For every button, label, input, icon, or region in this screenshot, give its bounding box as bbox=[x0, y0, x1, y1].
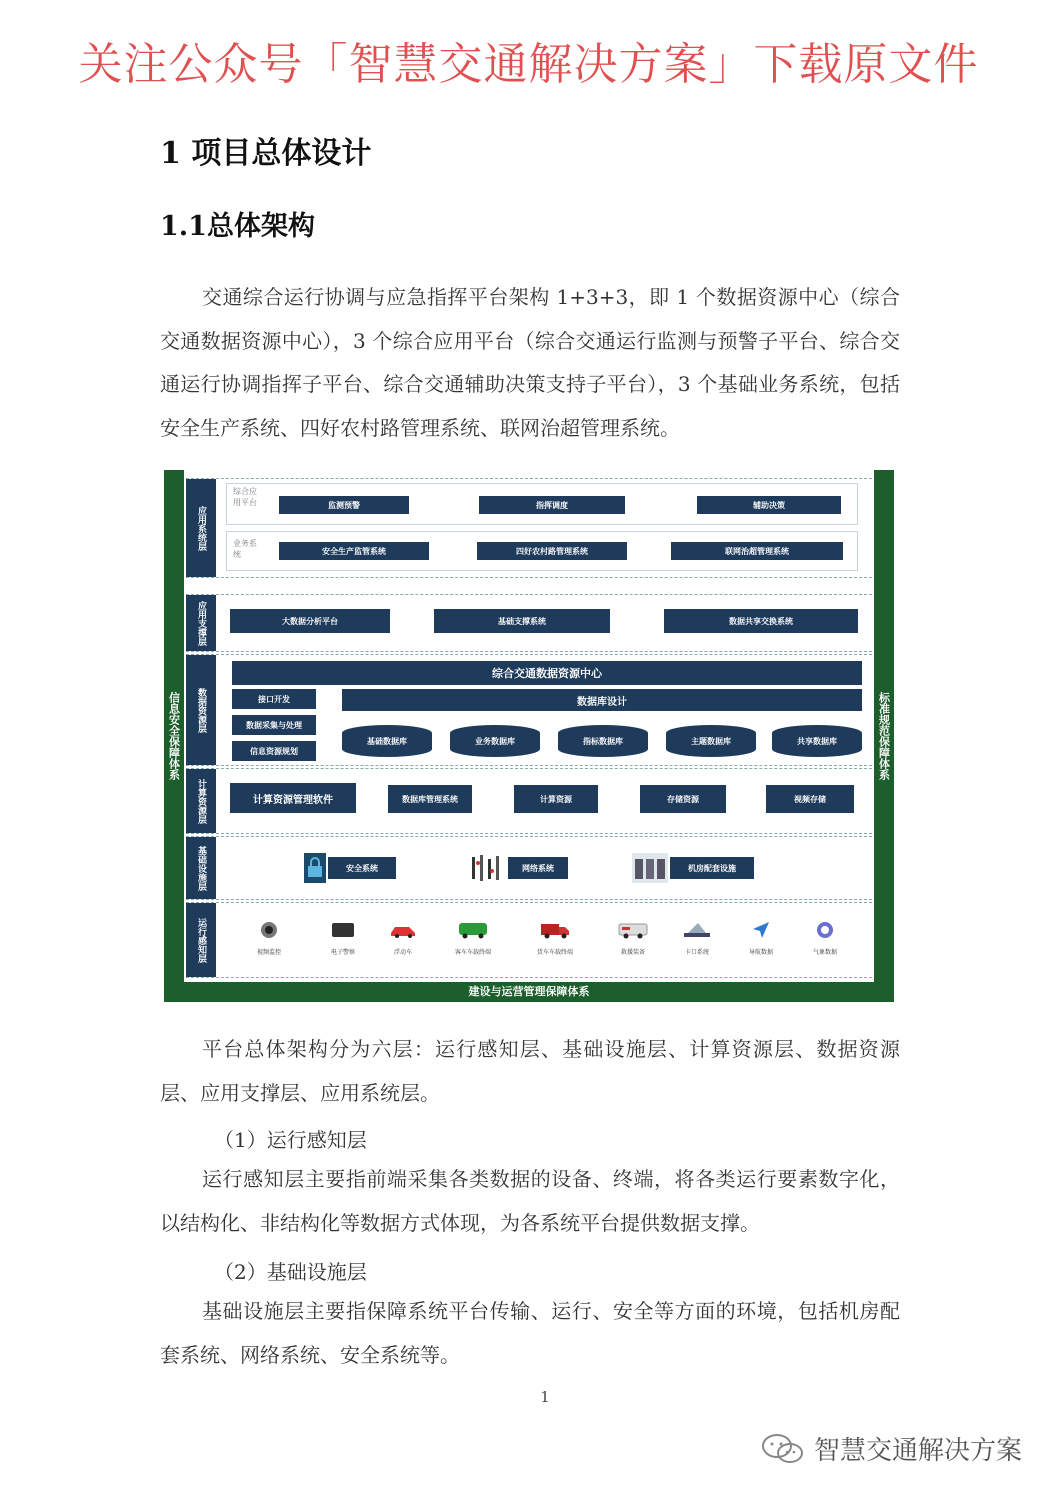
interface-dev-box: 接口开发 bbox=[232, 689, 316, 709]
row-tag: 业务系统 bbox=[233, 539, 257, 559]
watermark-text: 智慧交通解决方案 bbox=[814, 1436, 1023, 1466]
server-room-box: 机房配套设施 bbox=[670, 857, 754, 879]
topic-db-cylinder: 主题数据库 bbox=[666, 725, 756, 757]
command-dispatch-box: 指挥调度 bbox=[479, 496, 625, 514]
weather-data-item: 气象数据 bbox=[794, 919, 856, 956]
dbms-box: 数据库管理系统 bbox=[388, 785, 472, 813]
db-design-box: 数据库设计 bbox=[342, 689, 862, 711]
floating-car-item: 浮动车 bbox=[372, 919, 434, 956]
resource-planning-box: 信息资源规划 bbox=[232, 741, 316, 761]
row-tag: 综合应用平台 bbox=[233, 487, 257, 507]
subsection-1-title: （1）运行感知层 bbox=[214, 1128, 367, 1152]
enforcement-camera-icon bbox=[312, 919, 374, 941]
page-number: 1 bbox=[540, 1388, 550, 1406]
infrastructure-layer bbox=[186, 836, 872, 900]
video-storage-box: 视频存储 bbox=[766, 785, 854, 813]
subsection-2-text: 基础设施层主要指保障系统平台传输、运行、安全等方面的环境，包括机房配套系统、网络系统、安全系统等。 bbox=[160, 1299, 900, 1367]
security-lock-icon bbox=[304, 853, 326, 883]
navigation-data-item: 导航数据 bbox=[730, 919, 792, 956]
chapter-heading: 1 项目总体设计 bbox=[160, 136, 372, 171]
overload-control-box: 联网治超管理系统 bbox=[671, 542, 843, 560]
red-car-icon bbox=[372, 919, 434, 941]
network-system-box: 网络系统 bbox=[508, 857, 568, 879]
decision-support-box: 辅助决策 bbox=[697, 496, 841, 514]
truck-terminal-item: 货车车载终端 bbox=[524, 919, 586, 956]
navigation-arrow-icon bbox=[730, 919, 792, 941]
layers-paragraph: 平台总体架构分为六层：运行感知层、基础设施层、计算资源层、数据资源层、应用支撑层、应用系统层。 bbox=[160, 1037, 900, 1105]
layer-label: 应用系统层 bbox=[186, 479, 216, 577]
rural-road-box: 四好农村路管理系统 bbox=[477, 542, 627, 560]
safety-production-box: 安全生产监管系统 bbox=[279, 542, 429, 560]
security-system-box: 安全系统 bbox=[328, 857, 396, 879]
video-camera-item: 视频监控 bbox=[238, 919, 300, 956]
weather-icon bbox=[794, 919, 856, 941]
compute-mgmt-box: 计算资源管理软件 bbox=[230, 783, 356, 813]
business-db-cylinder: 业务数据库 bbox=[450, 725, 540, 757]
indicator-db-cylinder: 指标数据库 bbox=[558, 725, 648, 757]
app-support-layer bbox=[186, 594, 872, 652]
layer-label: 数据资源层 bbox=[186, 655, 216, 765]
checkpoint-icon bbox=[666, 919, 728, 941]
architecture-diagram bbox=[164, 470, 894, 1002]
compute-resource-layer bbox=[186, 768, 872, 834]
data-center-box: 综合交通数据资源中心 bbox=[232, 661, 862, 685]
base-support-box: 基础支撑系统 bbox=[434, 609, 610, 633]
download-banner: 关注公众号「智慧交通解决方案」下载原文件 bbox=[78, 39, 979, 90]
layer-label: 基础设施层 bbox=[186, 837, 216, 899]
monitor-warning-box: 监测预警 bbox=[279, 496, 409, 514]
ambulance-icon bbox=[602, 919, 664, 941]
perception-layer bbox=[186, 902, 872, 978]
server-room-icon bbox=[632, 853, 668, 883]
compute-box: 计算资源 bbox=[514, 785, 598, 813]
bus-terminal-item: 客车车载终端 bbox=[442, 919, 504, 956]
subsection-1-text: 运行感知层主要指前端采集各类数据的设备、终端，将各类运行要素数字化，以结构化、非结构化等数据方式体现，为各系统平台提供数据支撑。 bbox=[160, 1167, 900, 1235]
layer-label: 计算资源层 bbox=[186, 769, 216, 833]
e-police-item: 电子警察 bbox=[312, 919, 374, 956]
business-systems-row bbox=[226, 531, 858, 571]
base-db-cylinder: 基础数据库 bbox=[342, 725, 432, 757]
integrated-apps-row bbox=[226, 483, 858, 525]
storage-box: 存储资源 bbox=[640, 785, 726, 813]
big-data-platform-box: 大数据分析平台 bbox=[230, 609, 390, 633]
checkpoint-item: 卡口系统 bbox=[666, 919, 728, 956]
rescue-equipment-item: 救援装备 bbox=[602, 919, 664, 956]
shared-db-cylinder: 共享数据库 bbox=[772, 725, 862, 757]
network-icon bbox=[470, 853, 506, 883]
intro-paragraph: 交通综合运行协调与应急指挥平台架构 1+3+3，即 1 个数据资源中心（综合交通数据资源中心），3 个综合应用平台（综合交通运行监测与预警子平台、综合交通运行协调指挥子平台、综合交通辅助决策支持子平台），3 个基础业务系统，包括安全生产系统、四好农村路管理系统、联网治超管理系统。 bbox=[160, 285, 900, 440]
section-heading: 1.1总体架构 bbox=[160, 211, 315, 242]
wechat-icon bbox=[760, 1432, 806, 1466]
subsection-2-title: （2）基础设施层 bbox=[214, 1260, 367, 1284]
layer-label: 应用支撑层 bbox=[186, 595, 216, 651]
data-collection-box: 数据采集与处理 bbox=[232, 715, 316, 735]
layer-label: 运行感知层 bbox=[186, 903, 216, 977]
standards-bar: 标准规范保障体系 bbox=[874, 470, 894, 1002]
wechat-watermark bbox=[760, 1430, 1022, 1467]
camera-icon bbox=[238, 919, 300, 941]
data-resource-layer bbox=[186, 654, 872, 766]
operations-bar: 建设与运营管理保障体系 bbox=[164, 982, 894, 1002]
app-system-layer bbox=[186, 478, 872, 578]
info-security-bar: 信息安全保障体系 bbox=[164, 470, 184, 1002]
truck-icon bbox=[524, 919, 586, 941]
green-bus-icon bbox=[442, 919, 504, 941]
data-exchange-box: 数据共享交换系统 bbox=[664, 609, 858, 633]
